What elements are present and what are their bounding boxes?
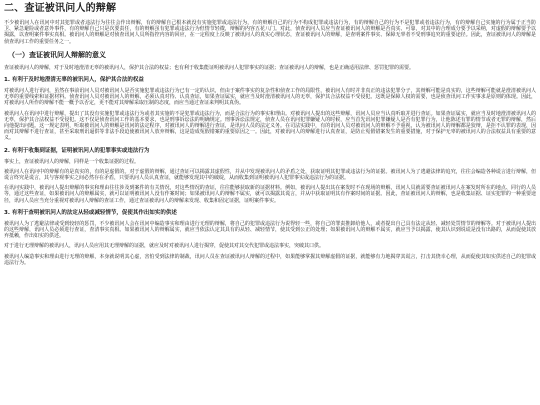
subsection2-paragraph-1: 被讯问人在讯问中的辩解有的是真实的，有的是虚假的。对于虚假的辩解，通过查证可以揭露其虚假性，并从中发现被讯问人的矛盾之处，获取证明其犯罪或违法行为的证据。被讯问人为了逃避法律的追究，往往会编造各种谎言进行辩解，但谎言终究是谎言，其与客观事实之间必然存在矛盾，只要讯问人员认真查证，就能够发现其中的破绽，从而收集到证明被讯问人犯罪事实或违法行为的证据。 — [4, 168, 536, 182]
subsection1-paragraph-1: 对被讯问人进行讯问，虽然在事前讯问人员对被讯问人是否实施犯罪或违法行为已有一定的认识，但由于案件事实的复杂性和侦查工作的局限性，被讯问人有时并非真正的违法犯罪分子，其辩解可能是真实的，这些辩解可能就是澄清被讯问人无辜的重要线索和证据材料。侦查讯问人员对被讯问人的辩解，必须认真对待、认真查证，如果查证属实，就应当及时澄清被讯问人的无辜，保护其合法权益不受侵犯。这既是保障人权的需要，也是侦查讯问工作实事求是原则的体现。因此，对被讯问人所作的辩解不能一概予以否定，更不能对其辩解采取压制的态度，而应当通过查证来判明其真伪。 — [4, 88, 536, 107]
subsection3-paragraph-2: 对于进行无理辩解的被讯问人，讯问人员应用其无理辩解的证据，就应及时对被讯问人进行揭穿，促使其对其交代犯罪或违法事实，突破其口供。 — [4, 243, 325, 250]
section1-paragraph: 查证被讯问人的辩解，对于及时地澄清无辜的被讯问人，保护其合法的权益；也有利于收集能证明被讯问人犯罪事实的证据；查证被讯问人的辩解，也是正确适用法律、惩罚犯罪的需要。 — [4, 64, 415, 71]
subsection2-paragraph-2: 在讯问实践中，被讯问人提出辩解的事实和理由往往涉及到案件的有关情况，对这些情况的查证，往往能够获取新的证据材料。例如，被讯问人提出其在案发时不在现场的辩解，讯问人员就需要查证被讯问人在案发时所在的地点、同行的人员等，通过这些查证，如果被讯问人的辩解属实，就可以证明被讯问人没有作案时间；如果被讯问人的辩解不属实，就可以揭露其谎言，并从中获取证明其有作案时间的证据。因此，查证被讯问人的辩解，也是收集证据、证实犯罪的一种重要途径，讯问人员应当充分重视对被讯问人辩解的查证工作，通过查证被讯问人的辩解来发现、收集和固定证据，证明案件事实。 — [4, 185, 536, 204]
subsection2-heading: 2. 有利于收集到证据，证明被讯问人的犯罪事实或违法行为 — [4, 147, 150, 154]
intro-paragraph: 不少被讯问人在讯问中对其犯罪或者违法行为往往会作出辩解，有的辩解自己根本就没有实施犯罪或违法行为，有的辩解自己的行为不构成犯罪或违法行为，有的辩解自己的行为不是犯罪或者违法行为，有的辩解自己实施的行为属于正当防卫、紧急避险或者意外事件，有的辩解自己只是次要责任，有的辩解虽有犯罪或违法行为但情节轻微，辩解的内容五花八门。对此，侦查讯问人员应当查证被讯问人的辩解是否真实、可靠，对其中的合理成分要予以采纳，对虚假的辩解要予以揭露，以查明案件事实真相。被讯问人的辩解是对侦查讯问人员所指控内容的回应，在一定程度上反映了被讯问人的真实心理状态，查证被讯问人的辩解，是查明案件事实、保障无辜者不受刑事追究的重要途径。因此，查证被讯问人的辩解是侦查讯问工作的重要任务之一。 — [4, 20, 536, 45]
subsection3-heading: 3. 有利于查明被讯问人的法定从轻或减轻情节，促使其作出如实的供述 — [4, 209, 177, 216]
subsection3-paragraph-1: 被讯问人为了逃避法律或受到较轻的惩罚，不少被讯问人会在讯问中编造事实和理由进行无理的辩解，将自己的犯罪或违法行为说得轻一些，将自己的罪责推卸给他人，或者提出自己具有法定从轻、减轻处罚情节的辩解等。对于被讯问人提出的这些辩解，讯问人员必须进行查证，查清事实真相。如果被讯问人的辩解属实，就应当依法认定其具有的从轻、减轻情节，使其受到公正的处理；如果被讯问人的辩解不属实，就应当予以揭露，使其认识到说谎是没有出路的，从而促使其放弃抵赖，作出如实的供述。 — [4, 220, 536, 240]
subsection1-heading: 1. 有利于及时地澄清无辜的被讯问人，保护其合法的权益 — [4, 77, 144, 84]
subsection1-paragraph-2: 被讯问人在讯问中进行辩解，提出了其没有实施犯罪或违法行为或者其实施的不是犯罪或违法行为，而是合法行为的事实和理由。对被讯问人提出的这些辩解，讯问人员应当认真听取并进行查证。如果查证属实，就应当及时地澄清被讯问人的无辜，保护其合法权益不受侵犯。这不仅是侦查讯问工作的基本要求，也是刑事诉讼法的明确规定。刑事诉讼法规定，侦查人员在讯问犯罪嫌疑人的时候，应当首先讯问犯罪嫌疑人是否有犯罪行为，让他陈述有罪的情节或者无罪的辩解，然后向他提出问题。这一规定表明，听取被讯问人的辩解是讯问的法定程序，对被讯问人的辩解进行查证，是讯问人员的法定义务。在司法实践中，有的讯问人员对被讯问人的辩解不予重视，认为被讯问人的辩解都是狡辩，是拒不认罪的表现，因而对其辩解不进行查证，甚至采取刑讯逼供等非法手段迫使被讯问人放弃辩解，这是造成冤假错案的重要原因之一。因此，对被讯问人的辩解进行认真查证，是防止冤假错案发生的重要措施，对于保护无辜的被讯问人的合法权益具有重要的意义。 — [4, 110, 536, 142]
subsection2-lead: 事实上，查证被讯问人的辩解，同样是一个收集证据的过程。 — [4, 158, 140, 165]
document-title: 二、查证被讯问人的辩解 — [4, 3, 117, 14]
subsection3-paragraph-3: 被讯问人编造事实和理由进行无理的辩解，本身就说明其心虚，害怕受到法律的制裁，讯问人员在查证被讯问人辩解的过程中，如果能够掌握其辩解虚假的证据，就能够有力地揭穿其谎言，打击其侥幸心理，从而促使其如实供述自己的犯罪或违法行为。 — [4, 253, 536, 266]
section1-heading: （一）查证被讯问人辩解的意义 — [8, 50, 106, 59]
